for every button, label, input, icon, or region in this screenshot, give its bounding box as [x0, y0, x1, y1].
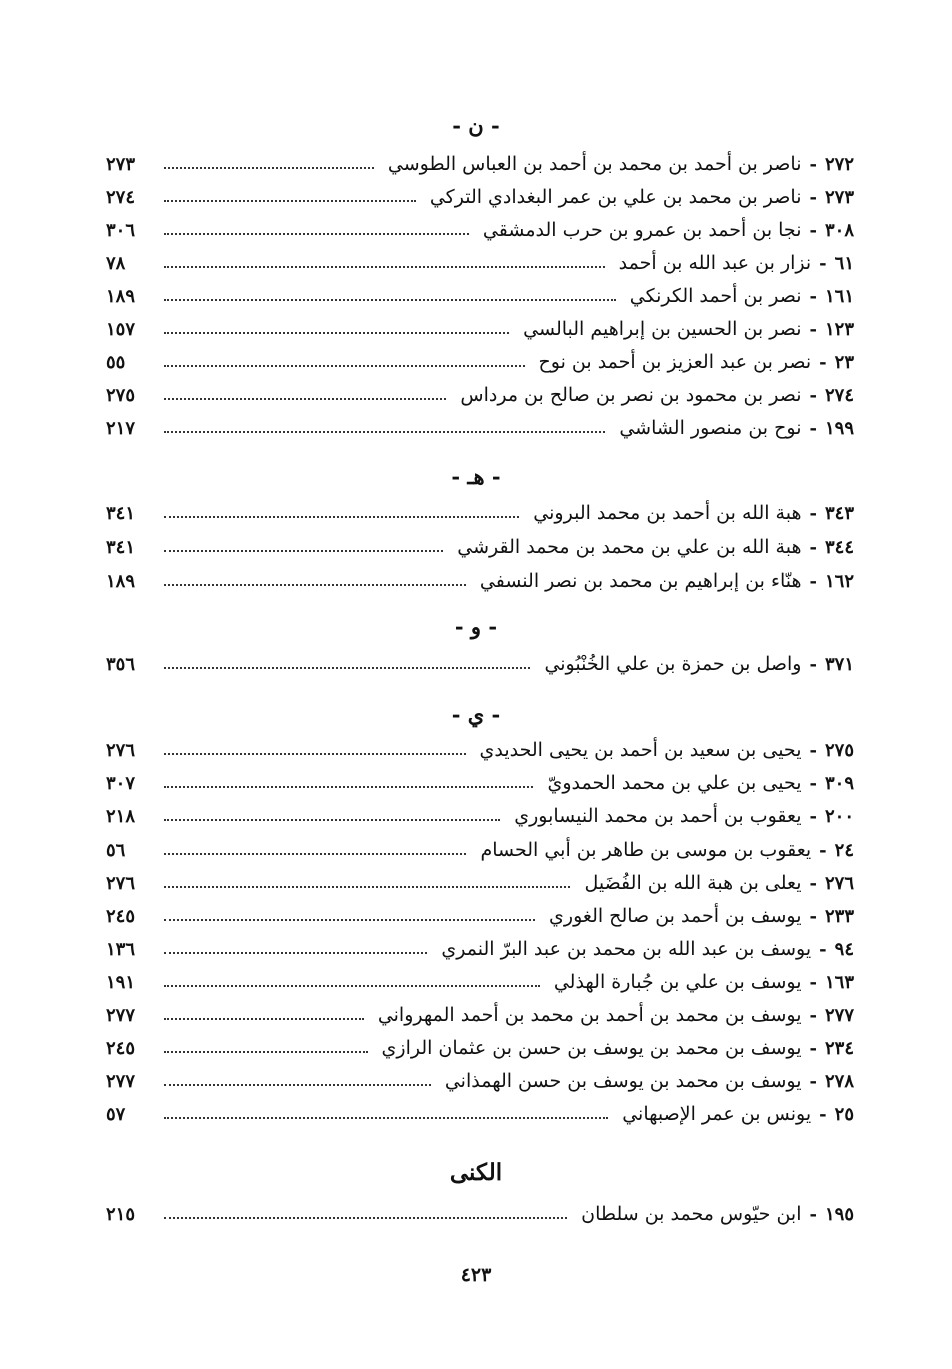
entry-number: ٣٠٨ — [824, 219, 854, 241]
section-header-waw: - و - — [454, 614, 498, 639]
entry-name: يوسف بن أحمد بن صالح الغوري — [549, 905, 802, 927]
entry-page: ٢٧٥ — [106, 384, 136, 406]
entry-name: يوسف بن عبد الله بن محمد بن عبد البرّ النمري — [441, 938, 812, 960]
entry-number: ٦١ — [834, 252, 854, 274]
entry-name: هنّاء بن إبراهيم بن محمد بن نصر النسفي — [479, 570, 802, 592]
index-entry — [106, 1032, 854, 1064]
entry-page: ١٣٦ — [106, 938, 136, 960]
index-entry — [106, 280, 854, 312]
index-entry — [106, 181, 854, 213]
entry-dash: - — [809, 417, 817, 439]
entry-dash: - — [809, 971, 817, 993]
page-number: ٤٢٣ — [460, 1264, 492, 1286]
entry-number: ٣٤٤ — [824, 536, 854, 558]
index-entry — [106, 734, 854, 766]
entry-page: ٣٤١ — [106, 536, 136, 558]
entry-name: نصر بن محمود بن نصر بن صالح بن مرداس — [460, 384, 802, 406]
entry-name: نصر بن الحسين بن إبراهيم البالسي — [523, 318, 802, 340]
entry-name: نصر بن عبد العزيز بن أحمد بن نوح — [538, 351, 812, 373]
entry-page: ٢٧٧ — [106, 1004, 136, 1026]
entry-page: ٢٤٥ — [106, 1037, 136, 1059]
entry-page: ٢١٥ — [106, 1203, 136, 1225]
section-header-ya: - ي - — [451, 702, 501, 727]
index-entry — [106, 1098, 854, 1130]
entry-dash: - — [809, 1004, 817, 1026]
entry-number: ١٩٩ — [824, 417, 854, 439]
dot-leader — [164, 786, 533, 788]
entry-name: يعقوب بن أحمد بن محمد النيسابوري — [514, 805, 802, 827]
entry-name: هبة الله بن أحمد بن محمد البروني — [533, 502, 802, 524]
entry-number: ٢٠٠ — [824, 805, 854, 827]
dot-leader — [164, 1117, 608, 1119]
entry-number: ٢٣٤ — [824, 1037, 854, 1059]
index-entry — [106, 834, 854, 866]
entry-number: ٢٧٧ — [824, 1004, 854, 1026]
entry-dash: - — [809, 805, 817, 827]
entry-number: ٩٤ — [834, 938, 854, 960]
entry-number: ٣٠٩ — [824, 772, 854, 794]
entry-name: نصر بن أحمد الكرنكي — [629, 285, 802, 307]
entry-page: ١٨٩ — [106, 570, 136, 592]
dot-leader — [164, 952, 427, 954]
index-entry — [106, 412, 854, 444]
entry-dash: - — [819, 839, 827, 861]
entry-name: نجا بن أحمد بن عمرو بن حرب الدمشقي — [482, 219, 802, 241]
entry-dash: - — [809, 772, 817, 794]
dot-leader — [164, 1084, 431, 1086]
entry-number: ٣٧١ — [824, 653, 854, 675]
entry-dash: - — [809, 153, 817, 175]
entry-dash: - — [809, 536, 817, 558]
entry-page: ٥٥ — [106, 351, 126, 373]
entry-name: نوح بن منصور الشاشي — [619, 417, 802, 439]
entry-dash: - — [819, 938, 827, 960]
index-entry — [106, 497, 854, 529]
entry-page: ٣٥٦ — [106, 653, 136, 675]
entry-dash: - — [809, 872, 817, 894]
entry-name: ناصر بن أحمد بن محمد بن أحمد بن العباس الطوسي — [387, 153, 802, 175]
entry-name: ابن حيّوس محمد بن سلطان — [581, 1203, 802, 1225]
index-entry — [106, 767, 854, 799]
dot-leader — [164, 753, 466, 755]
entry-name: نزار بن عبد الله بن أحمد — [618, 252, 812, 274]
entry-page: ١٥٧ — [106, 318, 136, 340]
index-entry — [106, 933, 854, 965]
entry-page: ٢٧٦ — [106, 739, 136, 761]
entry-dash: - — [809, 739, 817, 761]
index-entry — [106, 313, 854, 345]
entry-name: يوسف بن محمد بن يوسف بن حسن بن عثمان الرازي — [381, 1037, 802, 1059]
dot-leader — [164, 516, 519, 518]
index-entry — [106, 565, 854, 597]
index-entry — [106, 966, 854, 998]
entry-page: ٢٧٤ — [106, 186, 136, 208]
entry-dash: - — [809, 1203, 817, 1225]
entry-number: ١٦٣ — [824, 971, 854, 993]
entry-page: ٢٧٧ — [106, 1070, 136, 1092]
dot-leader — [164, 233, 469, 235]
entry-dash: - — [809, 653, 817, 675]
dot-leader — [164, 398, 446, 400]
entry-number: ٢٧٢ — [824, 153, 854, 175]
entry-name: واصل بن حمزة بن علي الخُنْبُوني — [544, 653, 802, 675]
dot-leader — [164, 431, 605, 433]
dot-leader — [164, 365, 525, 367]
entry-name: يوسف بن محمد بن أحمد بن محمد بن أحمد المهرواني — [377, 1004, 802, 1026]
entry-dash: - — [809, 318, 817, 340]
index-entry — [106, 247, 854, 279]
entry-dash: - — [809, 1037, 817, 1059]
entry-name: يونس بن عمر الإصبهاني — [622, 1103, 812, 1125]
entry-dash: - — [819, 351, 827, 373]
entry-page: ٢٧٦ — [106, 872, 136, 894]
entry-number: ٢٧٥ — [824, 739, 854, 761]
entry-number: ٢٧٦ — [824, 872, 854, 894]
entry-page: ٣٤١ — [106, 502, 136, 524]
entry-number: ١٩٥ — [824, 1203, 854, 1225]
entry-number: ١٢٣ — [824, 318, 854, 340]
entry-name: يوسف بن علي بن جُبارة الهذلي — [553, 971, 802, 993]
dot-leader — [164, 200, 416, 202]
index-entry — [106, 867, 854, 899]
entry-name: يعلى بن هبة الله بن الفُضَيل — [584, 872, 802, 894]
index-entry — [106, 648, 854, 680]
entry-number: ٢٧٤ — [824, 384, 854, 406]
entry-page: ٢٧٣ — [106, 153, 136, 175]
entry-dash: - — [809, 285, 817, 307]
entry-number: ٢٧٨ — [824, 1070, 854, 1092]
index-entry — [106, 531, 854, 563]
dot-leader — [164, 266, 605, 268]
entry-number: ٢٣٣ — [824, 905, 854, 927]
entry-number: ١٦١ — [824, 285, 854, 307]
entry-number: ٢٤ — [834, 839, 854, 861]
entry-dash: - — [809, 570, 817, 592]
entry-name: يحيى بن سعيد بن أحمد بن يحيى الحديدي — [479, 739, 802, 761]
entry-number: ٢٥ — [834, 1103, 854, 1125]
index-entry — [106, 999, 854, 1031]
entry-page: ١٩١ — [106, 971, 136, 993]
entry-page: ٢١٧ — [106, 417, 136, 439]
index-entry — [106, 214, 854, 246]
index-entry — [106, 1065, 854, 1097]
entry-page: ٣٠٦ — [106, 219, 136, 241]
dot-leader — [164, 985, 540, 987]
entry-name: ناصر بن محمد بن علي بن عمر البغدادي التركي — [429, 186, 802, 208]
entry-number: ١٦٢ — [824, 570, 854, 592]
index-entry — [106, 800, 854, 832]
entry-dash: - — [809, 1070, 817, 1092]
entry-dash: - — [819, 252, 827, 274]
entry-page: ٢٤٥ — [106, 905, 136, 927]
dot-leader — [164, 886, 570, 888]
entry-number: ٣٤٣ — [824, 502, 854, 524]
entry-number: ٢٣ — [834, 351, 854, 373]
entry-page: ٣٠٧ — [106, 772, 136, 794]
dot-leader — [164, 584, 466, 586]
dot-leader — [164, 1018, 364, 1020]
entry-name: هبة الله بن علي بن محمد بن محمد القرشي — [457, 536, 802, 558]
entry-dash: - — [809, 905, 817, 927]
index-entry — [106, 900, 854, 932]
entry-dash: - — [809, 502, 817, 524]
dot-leader — [164, 550, 443, 552]
index-entry — [106, 379, 854, 411]
entry-number: ٢٧٣ — [824, 186, 854, 208]
entry-page: ١٨٩ — [106, 285, 136, 307]
dot-leader — [164, 919, 535, 921]
dot-leader — [164, 332, 509, 334]
section-header-ha: - هـ - — [451, 464, 501, 489]
entry-page: ٥٦ — [106, 839, 126, 861]
dot-leader — [164, 819, 500, 821]
dot-leader — [164, 299, 616, 301]
entry-name: يوسف بن محمد بن يوسف بن حسن الهمذاني — [444, 1070, 802, 1092]
section-header-nun: - ن - — [452, 113, 500, 138]
index-entry — [106, 148, 854, 180]
entry-dash: - — [819, 1103, 827, 1125]
dot-leader — [164, 1217, 567, 1219]
entry-name: يحيى بن علي بن محمد الحمدويّ — [547, 772, 802, 794]
dot-leader — [164, 1051, 368, 1053]
index-entry — [106, 1198, 854, 1230]
dot-leader — [164, 167, 374, 169]
entry-page: ٥٧ — [106, 1103, 126, 1125]
entry-page: ٧٨ — [106, 252, 126, 274]
entry-dash: - — [809, 384, 817, 406]
entry-page: ٢١٨ — [106, 805, 136, 827]
dot-leader — [164, 853, 466, 855]
entry-dash: - — [809, 219, 817, 241]
entry-name: يعقوب بن موسى بن طاهر بن أبي الحسام — [480, 839, 812, 861]
entry-dash: - — [809, 186, 817, 208]
section-header-kuna: الكنى — [449, 1159, 503, 1186]
dot-leader — [164, 667, 530, 669]
index-entry — [106, 346, 854, 378]
